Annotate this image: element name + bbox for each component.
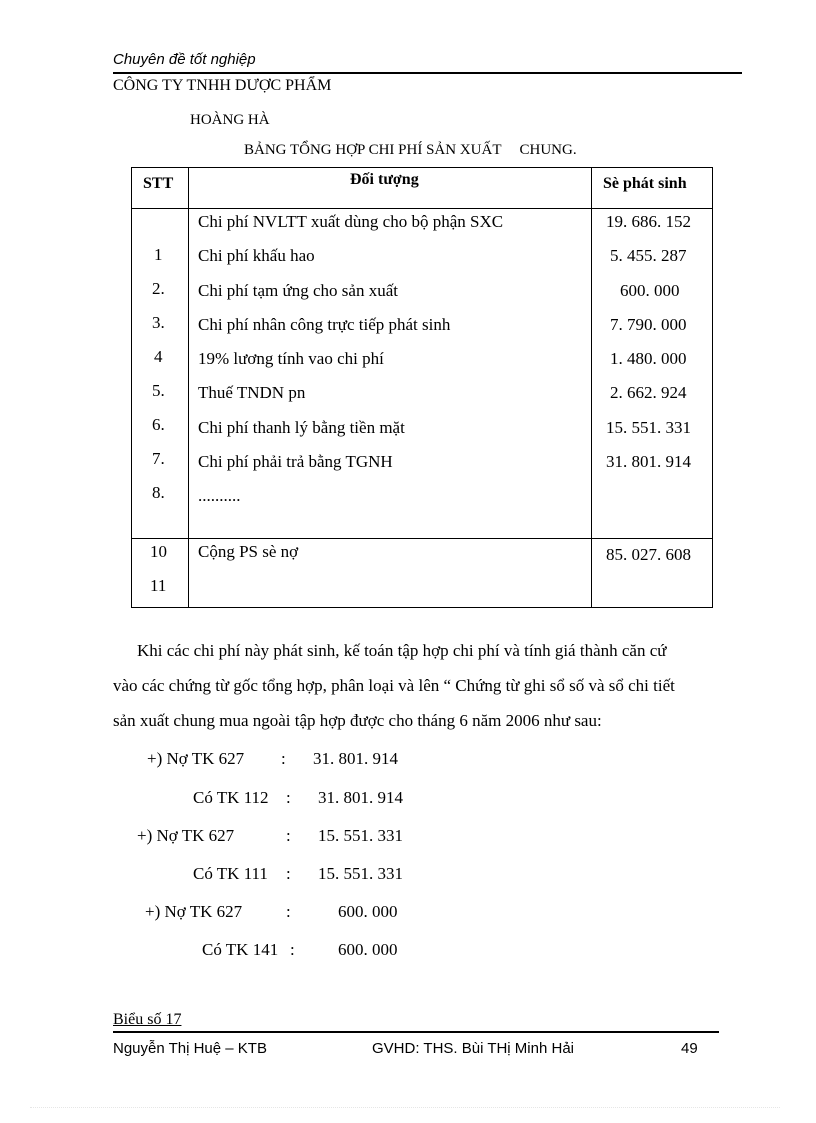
row-object: Chi phí khấu hao bbox=[198, 246, 315, 265]
row-object: Thuế TNDN pn bbox=[198, 383, 306, 402]
stt-number: 8. bbox=[152, 483, 165, 502]
entry-label: Có TK 141 bbox=[202, 940, 279, 959]
row-amount: 31. 801. 914 bbox=[606, 452, 691, 471]
entry-label: Có TK 112 bbox=[193, 788, 269, 807]
total-amount: 85. 027. 608 bbox=[606, 545, 691, 564]
row-object: 19% lương tính vao chi phí bbox=[198, 349, 384, 368]
bieu-label: Biểu số 17 bbox=[113, 1011, 182, 1028]
total-stt-2: 11 bbox=[150, 576, 167, 595]
row-amount: 15. 551. 331 bbox=[606, 418, 691, 437]
table-title-part2: CHUNG. bbox=[519, 142, 577, 158]
stt-number: 1 bbox=[154, 245, 163, 264]
entry-amount: 15. 551. 331 bbox=[318, 826, 403, 845]
row-object: Chi phí thanh lý bằng tiền mặt bbox=[198, 418, 405, 437]
entry-colon: : bbox=[286, 826, 291, 845]
entry-label: +) Nợ TK 627 bbox=[147, 749, 245, 768]
entry-amount: 600. 000 bbox=[338, 902, 398, 921]
row-object: Chi phí nhân công trực tiếp phát sinh bbox=[198, 315, 451, 334]
header-object: Đối tượng bbox=[350, 171, 419, 188]
header-stt: STT bbox=[143, 175, 174, 192]
table-col-divider-1 bbox=[188, 167, 189, 608]
entry-amount: 600. 000 bbox=[338, 940, 398, 959]
table-title bbox=[244, 142, 577, 159]
entry-colon: : bbox=[286, 788, 291, 807]
entry-amount: 31. 801. 914 bbox=[318, 788, 403, 807]
row-object: Chi phí tạm ứng cho sản xuất bbox=[198, 281, 398, 300]
stt-number: 7. bbox=[152, 449, 165, 468]
row-object: Chi phí phải trả bằng TGNH bbox=[198, 452, 393, 471]
stt-number: 2. bbox=[152, 279, 165, 298]
entry-colon: : bbox=[286, 864, 291, 883]
entry-colon: : bbox=[290, 940, 295, 959]
row-amount: 1. 480. 000 bbox=[610, 349, 687, 368]
page-number: 49 bbox=[681, 1040, 698, 1057]
paragraph-line-3: sản xuất chung mua ngoài tập hợp được cho tháng 6 năm 2006 như sau: bbox=[113, 711, 602, 730]
entry-colon: : bbox=[286, 902, 291, 921]
document-header-title: Chuyên đề tốt nghiệp bbox=[113, 51, 256, 68]
paragraph-line-2: vào các chứng từ gốc tổng hợp, phân loại và lên “ Chứng từ ghi sổ số và sổ chi tiết bbox=[113, 676, 675, 695]
table-title-part1: BẢNG TỔNG HỢP CHI PHÍ SẢN XUẤT bbox=[244, 142, 502, 158]
entry-label: +) Nợ TK 627 bbox=[145, 902, 243, 921]
stt-number: 5. bbox=[152, 381, 165, 400]
footer-rule bbox=[113, 1031, 719, 1033]
entry-amount: 15. 551. 331 bbox=[318, 864, 403, 883]
stt-number: 4 bbox=[154, 347, 163, 366]
page-bottom-dotted-line bbox=[30, 1107, 780, 1108]
table-total-rule bbox=[131, 538, 713, 539]
row-amount: 2. 662. 924 bbox=[610, 383, 687, 402]
row-object: Chi phí NVLTT xuất dùng cho bộ phận SXC bbox=[198, 212, 504, 231]
table-col-divider-2 bbox=[591, 167, 592, 608]
paragraph-line-1: Khi các chi phí này phát sinh, kế toán tập hợp chi phí và tính giá thành căn cứ bbox=[137, 641, 667, 660]
entry-label: +) Nợ TK 627 bbox=[137, 826, 235, 845]
header-rule bbox=[113, 72, 742, 74]
total-stt-1: 10 bbox=[150, 542, 167, 561]
entry-colon: : bbox=[281, 749, 286, 768]
company-name-line2: HOÀNG HÀ bbox=[190, 112, 270, 128]
row-amount: 5. 455. 287 bbox=[610, 246, 687, 265]
stt-number: 3. bbox=[152, 313, 165, 332]
header-amount: Sè phát sinh bbox=[603, 175, 687, 192]
entry-label: Có TK 111 bbox=[193, 864, 268, 883]
row-amount: 7. 790. 000 bbox=[610, 315, 687, 334]
stt-number: 6. bbox=[152, 415, 165, 434]
company-name-line1: CÔNG TY TNHH DƯỢC PHẨM bbox=[113, 77, 332, 94]
total-label: Cộng PS sè nợ bbox=[198, 542, 299, 561]
row-ellipsis: .......... bbox=[198, 486, 241, 505]
footer-author: Nguyễn Thị Huệ – KTB bbox=[113, 1040, 267, 1057]
entry-amount: 31. 801. 914 bbox=[313, 749, 398, 768]
row-amount: 600. 000 bbox=[620, 281, 680, 300]
footer-advisor: GVHD: THS. Bùi THị Minh Hải bbox=[372, 1040, 574, 1057]
table-header-rule bbox=[131, 208, 713, 209]
row-amount: 19. 686. 152 bbox=[606, 212, 691, 231]
